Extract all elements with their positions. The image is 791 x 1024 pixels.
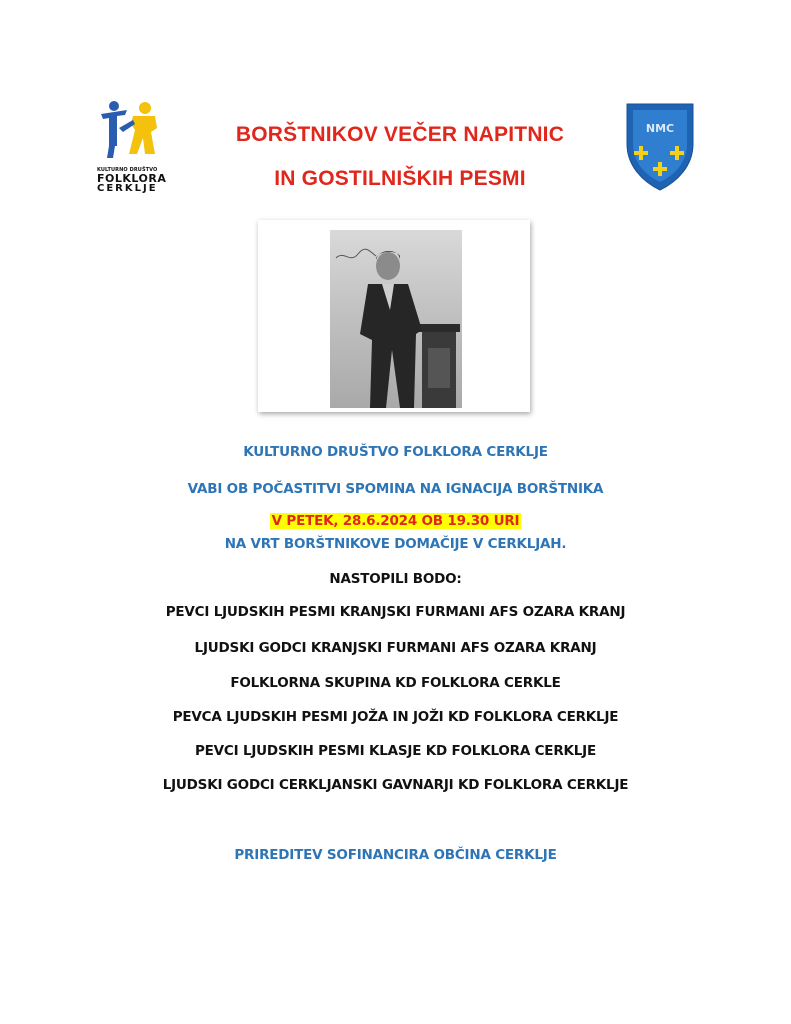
photo-frame xyxy=(258,220,530,412)
performer-item: LJUDSKI GODCI KRANJSKI FURMANI AFS OZARA KRANJ xyxy=(194,640,597,656)
performer-item: LJUDSKI GODCI CERKLJANSKI GAVNARJI KD FOLKLORA CERKLJE xyxy=(162,777,629,793)
sponsor-note: PRIREDITEV SOFINANCIRA OBČINA CERKLJE xyxy=(234,847,557,863)
invitation-text: VABI OB POČASTITVI SPOMINA NA IGNACIJA BORŠTNIKA xyxy=(187,481,604,497)
event-venue: NA VRT BORŠTNIKOVE DOMAČIJE V CERKLJAH. xyxy=(224,536,567,552)
performer-item: PEVCI LJUDSKIH PESMI KLASJE KD FOLKLORA CERKLJE xyxy=(194,743,597,759)
logo-line-3: CERKLJE xyxy=(97,183,158,194)
performer-item: PEVCI LJUDSKIH PESMI KRANJSKI FURMANI AFS OZARA KRANJ xyxy=(165,604,626,620)
performers-heading: NASTOPILI BODO: xyxy=(329,571,462,587)
performer-item: FOLKLORNA SKUPINA KD FOLKLORA CERKLE xyxy=(230,675,561,691)
municipality-coat-of-arms xyxy=(623,100,697,192)
organizer-name: KULTURNO DRUŠTVO FOLKLORA CERKLJE xyxy=(243,444,548,460)
logo-line-1: KULTURNO DRUŠTVO xyxy=(97,167,158,173)
event-title-line-1: BORŠTNIKOV VEČER NAPITNIC xyxy=(235,123,565,146)
event-title-line-2: IN GOSTILNIŠKIH PESMI xyxy=(274,167,526,190)
portrait-photo xyxy=(330,230,462,408)
event-date: V PETEK, 28.6.2024 OB 19.30 URI xyxy=(271,513,520,529)
portrait-figure-icon xyxy=(330,230,462,408)
logo-line-2: FOLKLORA xyxy=(97,172,167,185)
monogram-text: NMC xyxy=(645,122,675,135)
performer-item: PEVCA LJUDSKIH PESMI JOŽA IN JOŽI KD FOLKLORA CERKLJE xyxy=(172,709,619,725)
coat-of-arms-icon xyxy=(623,100,697,192)
